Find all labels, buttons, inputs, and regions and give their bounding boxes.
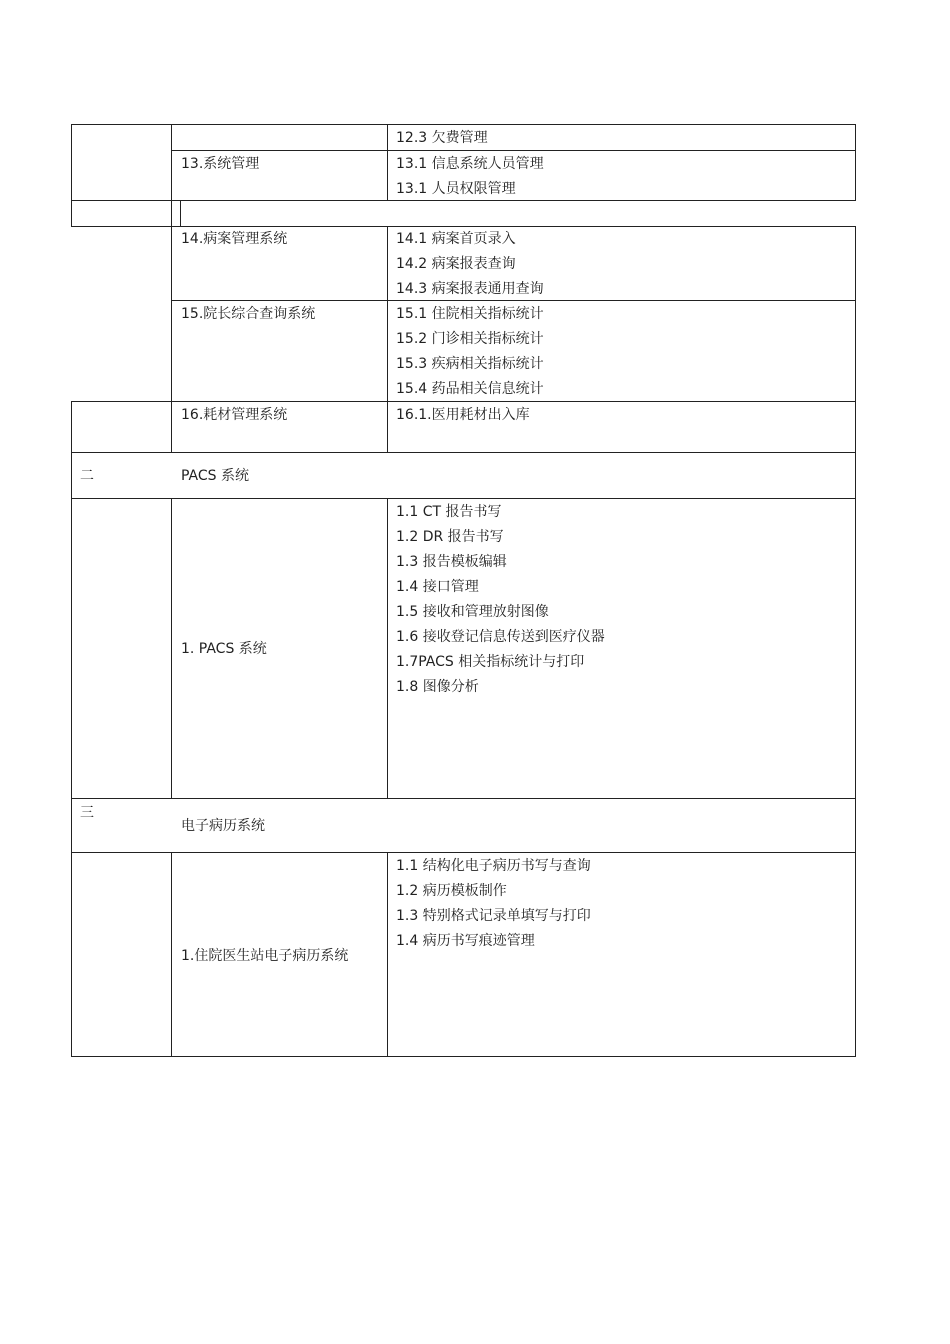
function-item: 15.4 药品相关信息统计: [396, 381, 544, 397]
function-item: 1.4 病历书写痕迹管理: [396, 933, 535, 949]
module-name: 13.系统管理: [181, 156, 260, 172]
module-name: 16.耗材管理系统: [181, 407, 288, 423]
function-item: 1.1 CT 报告书写: [396, 504, 502, 520]
function-item: 1.7PACS 相关指标统计与打印: [396, 654, 585, 670]
function-item: 12.3 欠费管理: [396, 130, 488, 146]
table-border: [387, 124, 388, 201]
function-item: 13.1 人员权限管理: [396, 181, 516, 197]
table-border: [71, 401, 856, 402]
table-border: [71, 226, 171, 227]
module-name: 1. PACS 系统: [181, 641, 267, 657]
table-border: [171, 300, 856, 301]
module-name: 1.住院医生站电子病历系统: [181, 948, 349, 964]
function-item: 1.6 接收登记信息传送到医疗仪器: [396, 629, 605, 645]
table-border: [71, 1056, 856, 1057]
table-border: [71, 401, 72, 1057]
section-title: 电子病历系统: [181, 818, 265, 834]
table-border: [171, 852, 172, 1057]
function-item: 14.2 病案报表查询: [396, 256, 516, 272]
function-item: 1.4 接口管理: [396, 579, 479, 595]
function-item: 15.1 住院相关指标统计: [396, 306, 544, 322]
function-item: 1.5 接收和管理放射图像: [396, 604, 549, 620]
table-border: [387, 498, 388, 799]
table-border: [71, 852, 856, 853]
table-border: [71, 798, 856, 799]
section-number: 二: [80, 468, 94, 484]
table-border: [387, 226, 388, 453]
function-item: 16.1.医用耗材出入库: [396, 407, 530, 423]
function-item: 15.3 疾病相关指标统计: [396, 356, 544, 372]
function-item: 1.3 特别格式记录单填写与打印: [396, 908, 591, 924]
table-border: [71, 498, 856, 499]
function-item: 1.2 病历模板制作: [396, 883, 507, 899]
section-number: 三: [80, 805, 94, 821]
table-border: [855, 226, 856, 1057]
function-item: 1.2 DR 报告书写: [396, 529, 504, 545]
table-border: [171, 226, 172, 453]
table-border: [71, 124, 856, 125]
section-title: PACS 系统: [181, 468, 249, 484]
table-border: [855, 124, 856, 201]
function-item: 13.1 信息系统人员管理: [396, 156, 544, 172]
function-item: 15.2 门诊相关指标统计: [396, 331, 544, 347]
table-border: [180, 200, 181, 227]
function-item: 1.8 图像分析: [396, 679, 479, 695]
table-border: [71, 452, 856, 453]
module-name: 14.病案管理系统: [181, 231, 288, 247]
table-border: [387, 852, 388, 1057]
table-border: [171, 150, 856, 151]
table-border: [171, 200, 172, 227]
table-border: [171, 124, 172, 201]
function-item: 14.3 病案报表通用查询: [396, 281, 544, 297]
table-border: [71, 124, 72, 227]
function-item: 14.1 病案首页录入: [396, 231, 516, 247]
table-border: [71, 200, 856, 201]
module-name: 15.院长综合查询系统: [181, 306, 316, 322]
table-border: [171, 226, 856, 227]
table-border: [171, 498, 172, 799]
function-item: 1.1 结构化电子病历书写与查询: [396, 858, 591, 874]
function-item: 1.3 报告模板编辑: [396, 554, 507, 570]
